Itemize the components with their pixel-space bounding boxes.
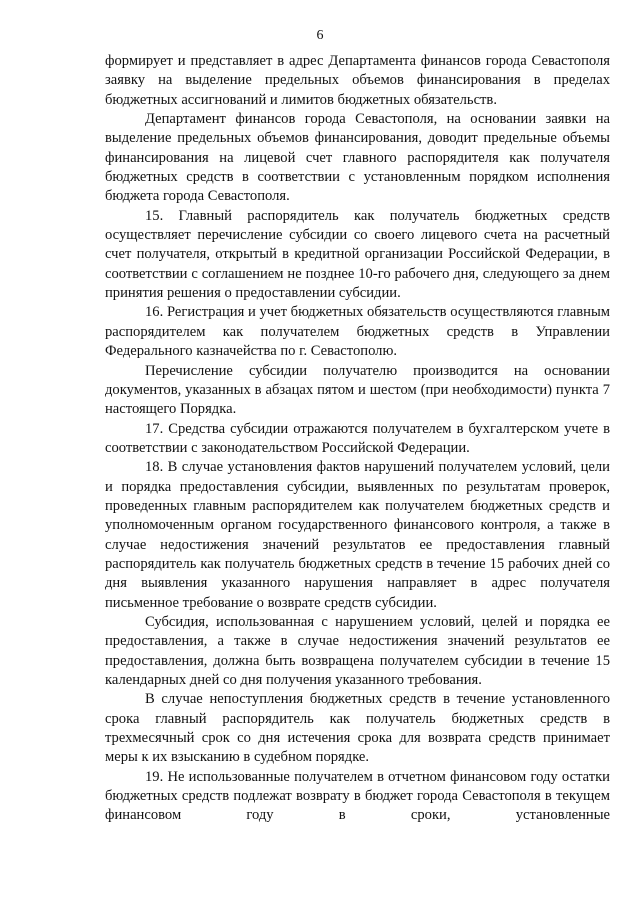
page-number: 6 [316,28,324,43]
paragraph-item-17: 17. Средства субсидии отражаются получателем в бухгалтерском учете в соответствии с законодательством Российской Федерации. [105,420,610,456]
paragraph-item-18: 18. В случае установления фактов нарушений получателем условий, цели и порядка предоставления субсидии, выявленных по результатам проверок, проведенных главным распорядителем как получателем бюджетных средств и уполномоченным органом государственного финансового контроля, а также в случае недостижения значений результатов ее предоставления главный распорядитель как получатель бюджетных средств в течение 15 рабочих дней со дня выявления указанного нарушения направляет в адрес получателя письменное требование о возврате средств субсидии. [105,459,610,611]
paragraph-item-15: 15. Главный распорядитель как получатель бюджетных средств осуществляет перечисление субсидии со своего лицевого счета на расчетный счет получателя, открытый в кредитной организации Российской Федерации, в соответствии с соглашением не позднее 10-го рабочего дня, следующего за днем принятия решения о предоставлении субсидии. [105,207,610,302]
paragraph-subsidy-return: Субсидия, использованная с нарушением условий, целей и порядка ее предоставления, а также в случае недостижения значений результатов ее предоставления, должна быть возвращена получателем субсидии в течение 15 календарных дней со дня получения указанного требования. [105,613,610,688]
paragraph-subsidy-transfer: Перечисление субсидии получателю производится на основании документов, указанных в абзацах пятом и шестом (при необходимости) пункта 7 настоящего Порядка. [105,362,610,418]
document-body [105,52,610,826]
paragraph-continuation: формирует и представляет в адрес Департамента финансов города Севастополя заявку на выделение предельных объемов финансирования в пределах бюджетных ассигнований и лимитов бюджетных обязательств. [105,53,610,108]
paragraph-item-16: 16. Регистрация и учет бюджетных обязательств осуществляются главным распорядителем как получателем бюджетных средств в Управлении Федерального казначейства по г. Севастополю. [105,304,610,360]
paragraph-non-receipt: В случае непоступления бюджетных средств в течение установленного срока главный распорядитель как получатель бюджетных средств в трехмесячный срок со дня истечения срока для возврата средств принимает меры к их взысканию в судебном порядке. [105,691,610,766]
paragraph-item-19: 19. Не использованные получателем в отчетном финансовом году остатки бюджетных средств подлежат возврату в бюджет города Севастополя в текущем финансовом году в сроки, установленные [105,768,610,824]
paragraph-department-finance: Департамент финансов города Севастополя, на основании заявки на выделение предельных объемов финансирования, доводит предельные объемы финансирования на лицевой счет главного распорядителя как получателя бюджетных средств в соответствии с установленным порядком исполнения бюджета города Севастополя. [105,111,610,205]
